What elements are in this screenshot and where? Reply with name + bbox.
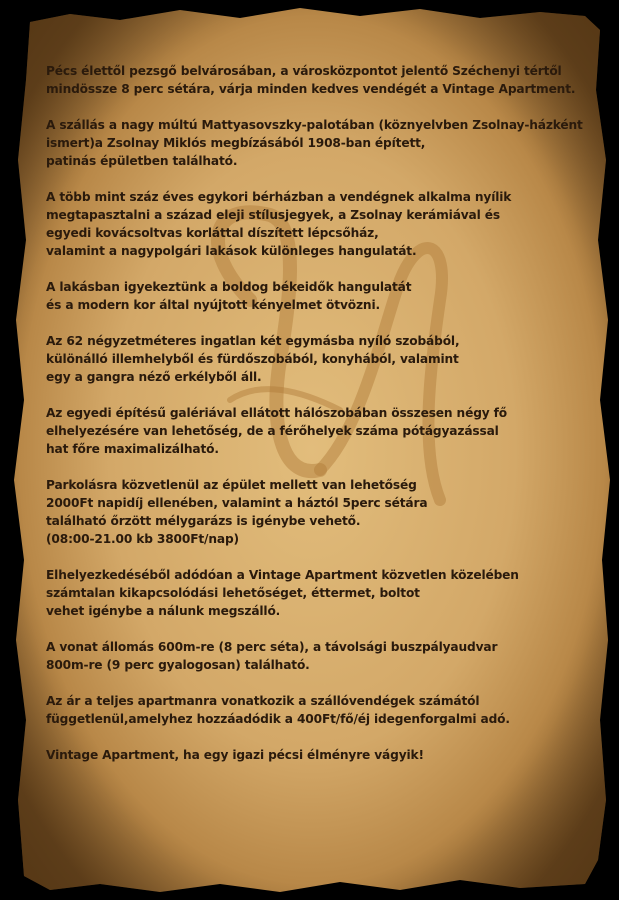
paragraph-location <box>46 566 594 620</box>
text-line: Az ár a teljes apartmanra vonatkozik a szállóvendégek számától <box>46 694 480 708</box>
text-line: Az egyedi építésű galériával ellátott hálószobában összesen négy fő <box>46 406 508 420</box>
text-line: hat főre maximalizálható. <box>46 442 219 456</box>
text-line: 800m-re (9 perc gyalogosan) található. <box>46 658 310 672</box>
text-line: A vonat állomás 600m-re (8 perc séta), a távolsági buszpályaudvar <box>46 640 498 654</box>
text-line: Elhelyezkedéséből adódóan a Vintage Apartment közvetlen közelében <box>46 568 519 582</box>
text-line: és a modern kor által nyújtott kényelmet ötvözni. <box>46 298 380 312</box>
document-body <box>46 62 594 782</box>
text-line: ismert)a Zsolnay Miklós megbízásából 1908-ban épített, <box>46 136 426 150</box>
paragraph-pricing <box>46 692 594 728</box>
paragraph-parking <box>46 476 594 548</box>
text-line: elhelyezésére van lehetőség, de a férőhelyek száma pótágyazással <box>46 424 499 438</box>
text-line: vehet igénybe a nálunk megszálló. <box>46 604 281 618</box>
paragraph-layout <box>46 332 594 386</box>
text-line: A szállás a nagy múltú Mattyasovszky-palotában (köznyelvben Zsolnay-házként <box>46 118 583 132</box>
text-line: Pécs élettől pezsgő belvárosában, a városközpontot jelentő Széchenyi tértől <box>46 64 562 78</box>
text-line: A lakásban igyekeztünk a boldog békeidők hangulatát <box>46 280 412 294</box>
text-line: Az 62 négyzetméteres ingatlan két egymásba nyíló szobából, <box>46 334 460 348</box>
text-line: patinás épületben található. <box>46 154 238 168</box>
text-line: található őrzött mélygarázs is igénybe vehető. <box>46 514 361 528</box>
text-line: A több mint száz éves egykori bérházban a vendégnek alkalma nyílik <box>46 190 512 204</box>
text-line: különálló illemhelyből és fürdőszobából, konyhából, valamint <box>46 352 459 366</box>
paragraph-closing <box>46 746 594 764</box>
paragraph-intro <box>46 62 594 98</box>
text-line: számtalan kikapcsolódási lehetőséget, éttermet, boltot <box>46 586 420 600</box>
text-line: (08:00-21.00 kb 3800Ft/nap) <box>46 532 239 546</box>
paragraph-transport <box>46 638 594 674</box>
text-line: Parkolásra közvetlenül az épület mellett van lehetőség <box>46 478 417 492</box>
paragraph-capacity <box>46 404 594 458</box>
text-line: megtapasztalni a század eleji stílusjegyek, a Zsolnay kerámiával és <box>46 208 500 222</box>
text-line: valamint a nagypolgári lakások különleges hangulatát. <box>46 244 417 258</box>
text-line: Vintage Apartment, ha egy igazi pécsi élményre vágyik! <box>46 748 424 762</box>
text-line: 2000Ft napidíj ellenében, valamint a háztól 5perc sétára <box>46 496 428 510</box>
paragraph-building <box>46 116 594 170</box>
text-line: egy a gangra néző erkélyből áll. <box>46 370 262 384</box>
paragraph-history <box>46 188 594 260</box>
paragraph-atmosphere <box>46 278 594 314</box>
text-line: függetlenül,amelyhez hozzáadódik a 400Ft/fő/éj idegenforgalmi adó. <box>46 712 510 726</box>
text-line: mindössze 8 perc sétára, várja minden kedves vendégét a Vintage Apartment. <box>46 82 576 96</box>
text-line: egyedi kovácsoltvas korláttal díszített lépcsőház, <box>46 226 379 240</box>
